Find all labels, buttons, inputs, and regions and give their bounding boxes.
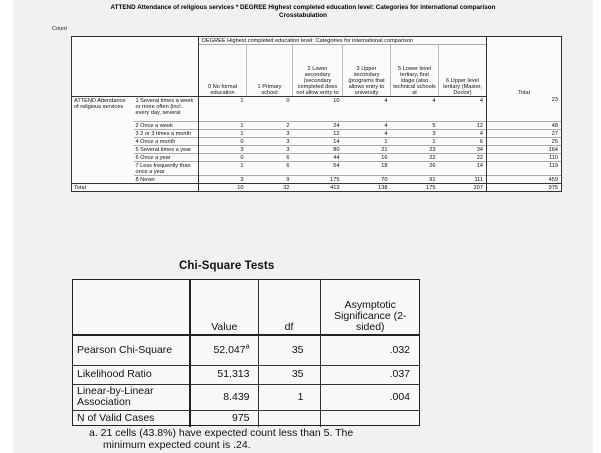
footnote-line2: minimum expected count is .24. xyxy=(103,439,251,451)
crosstab-cell: 3 xyxy=(247,146,293,154)
crosstab-cell: 25 xyxy=(487,138,562,146)
crosstab-cell: 2 xyxy=(247,122,293,130)
crosstab-cell: 164 xyxy=(487,146,562,154)
crosstab-cell: 9 xyxy=(247,176,293,184)
chi-cell-df: 35 xyxy=(258,365,320,384)
crosstab-title-line2: Crosstabulation xyxy=(279,11,327,19)
crosstab-cell: 21 xyxy=(343,146,391,154)
crosstab-cell: 1 xyxy=(391,138,439,146)
crosstab-cell: 32 xyxy=(247,184,293,192)
crosstab-row xyxy=(72,130,562,138)
chi-cell-sig: .032 xyxy=(320,335,420,365)
crosstab-cell: 4 xyxy=(479,97,483,104)
crosstab-title xyxy=(21,4,585,19)
crosstab-cell: 6 xyxy=(247,154,293,162)
chi-square-table xyxy=(72,279,420,427)
chi-cell-value: 8.439 xyxy=(190,384,258,410)
crosstab-cell: 26 xyxy=(391,162,439,176)
crosstab-total-row xyxy=(72,184,562,192)
crosstab-cell: 975 xyxy=(487,184,562,192)
chi-cell-df xyxy=(258,410,320,427)
crosstab-cell: 1 xyxy=(240,97,244,104)
chi-cell-sig xyxy=(320,410,420,427)
crosstab-row-label: 8 Never xyxy=(134,176,199,184)
crosstab-cell: 0 xyxy=(199,154,247,162)
chi-row xyxy=(72,335,420,365)
crosstab-row xyxy=(72,122,562,130)
crosstab-cell: 3 xyxy=(247,130,293,138)
crosstab-cell: 44 xyxy=(293,154,343,162)
chi-row-label: Pearson Chi-Square xyxy=(77,343,173,356)
crosstab-col-header: 1 Primary school xyxy=(247,45,293,97)
crosstab-cell: 14 xyxy=(439,162,487,176)
crosstab-cell: 16 xyxy=(343,154,391,162)
crosstab-row-label: 5 Several times a year xyxy=(134,146,199,154)
crosstab-cell: 1 xyxy=(199,162,247,176)
crosstab-row-label: 2 Once a week xyxy=(134,122,199,130)
crosstab-cell: 91 xyxy=(391,176,439,184)
crosstab-col-header: 5 Lower level tertiary, first stage (also technical schools at xyxy=(391,45,439,97)
chi-square-footnote xyxy=(89,427,419,451)
footnote-marker: a xyxy=(245,343,250,351)
crosstab-row xyxy=(72,162,562,176)
crosstab-col-header: 6 Upper level tertiary (Master, Doctor) xyxy=(439,45,487,97)
crosstab-cell: 1 xyxy=(199,130,247,138)
crosstab-cell: 18 xyxy=(343,162,391,176)
crosstab-cell: 27 xyxy=(487,130,562,138)
crosstab-row-label: 7 Less frequently than once a year xyxy=(134,162,199,176)
crosstab-total-label: Total xyxy=(72,184,199,192)
crosstab-row-label: 6 Once a year xyxy=(134,154,199,162)
crosstab-col-header: Total xyxy=(487,37,562,97)
crosstab-row-label: 4 Once a month xyxy=(134,138,199,146)
chi-cell-df: 1 xyxy=(258,384,320,410)
crosstab-count-label: Count xyxy=(52,26,67,32)
crosstab-cell: 459 xyxy=(487,176,562,184)
crosstab-cell: 3 xyxy=(199,146,247,154)
crosstab-cell: 119 xyxy=(487,162,562,176)
chi-header-df: df xyxy=(258,279,320,335)
crosstab-cell: 4 xyxy=(343,122,391,130)
chi-header-sig: Asymptotic Significance (2-sided) xyxy=(320,279,420,335)
footnote-line1: a. 21 cells (43.8%) have expected count less than 5. The xyxy=(89,427,354,439)
chi-cell-sig: .037 xyxy=(320,365,420,384)
crosstab-cell: 175 xyxy=(293,176,343,184)
crosstab-cell: 0 xyxy=(286,97,290,104)
crosstab-cell: 4 xyxy=(343,130,391,138)
chi-square-title: Chi-Square Tests xyxy=(179,260,275,272)
crosstab-cell: 1 xyxy=(343,138,391,146)
crosstab-cell: 3 xyxy=(391,130,439,138)
crosstab-cell: 23 xyxy=(487,97,562,122)
crosstab-cell: 4 xyxy=(432,97,436,104)
crosstab-col-header: 2 Lower secondary (secondary completed does not allow entry to xyxy=(293,45,343,97)
crosstab-row xyxy=(72,154,562,162)
crosstab-cell: 3 xyxy=(199,176,247,184)
crosstab-cell: 22 xyxy=(439,154,487,162)
chi-row xyxy=(72,365,420,384)
crosstab-cell: 10 xyxy=(333,97,340,104)
chi-row xyxy=(72,410,420,427)
crosstab-cell: 4 xyxy=(439,130,487,138)
crosstab-cell: 34 xyxy=(439,146,487,154)
crosstab-table xyxy=(71,36,562,192)
chi-cell-value xyxy=(190,335,258,365)
crosstab-row xyxy=(72,146,562,154)
chi-cell-value: 975 xyxy=(190,410,258,427)
chi-cell-value: 51.313 xyxy=(190,365,258,384)
crosstab-cell: 22 xyxy=(391,154,439,162)
crosstab-cell: 6 xyxy=(247,162,293,176)
output-document xyxy=(13,0,593,453)
crosstab-cell: 207 xyxy=(439,184,487,192)
crosstab-row-label: 3 2 or 3 times a month xyxy=(134,130,199,138)
crosstab-cell: 0 xyxy=(199,138,247,146)
crosstab-col-header: 3 Upper secondary (programs that allows entry to university xyxy=(343,45,391,97)
chi-row-label: N of Valid Cases xyxy=(77,412,155,425)
crosstab-cell: 10 xyxy=(199,184,247,192)
crosstab-cell: 4 xyxy=(384,97,388,104)
crosstab-cell: 48 xyxy=(487,122,562,130)
crosstab-cell: 3 xyxy=(247,138,293,146)
chi-header-value: Value xyxy=(190,279,258,335)
crosstab-cell: 413 xyxy=(293,184,343,192)
crosstab-cell: 12 xyxy=(439,122,487,130)
crosstab-cell: 111 xyxy=(439,176,487,184)
crosstab-cell: 6 xyxy=(439,138,487,146)
chi-value-number: 52.047 xyxy=(213,343,246,356)
crosstab-row xyxy=(72,97,562,122)
crosstab-cell: 175 xyxy=(391,184,439,192)
crosstab-cell: 80 xyxy=(293,146,343,154)
crosstab-cell: 138 xyxy=(343,184,391,192)
crosstab-cell: 54 xyxy=(293,162,343,176)
crosstab-cell: 24 xyxy=(293,122,343,130)
crosstab-cell: 23 xyxy=(391,146,439,154)
chi-row-label: Likelihood Ratio xyxy=(77,368,152,380)
chi-row xyxy=(72,384,420,410)
crosstab-cell: 14 xyxy=(293,138,343,146)
crosstab-col-header: 0 No formal education xyxy=(199,45,247,97)
crosstab-cell: 12 xyxy=(293,130,343,138)
chi-cell-sig: .004 xyxy=(320,384,420,410)
crosstab-cell: 70 xyxy=(343,176,391,184)
crosstab-cell: 5 xyxy=(391,122,439,130)
crosstab-row-label: 1 Several times a week or more often (incl. every day, several xyxy=(134,97,199,122)
crosstab-row xyxy=(72,138,562,146)
crosstab-row-var-label: ATTEND Attendance of religious services xyxy=(72,97,134,184)
crosstab-col-group-header: DEGREE Highest completed education level: Categories for international comparison xyxy=(199,37,487,45)
crosstab-row xyxy=(72,176,562,184)
chi-cell-df: 35 xyxy=(258,335,320,365)
crosstab-title-line1: ATTEND Attendance of religious services * DEGREE Highest completed education level: Categories for international comparison xyxy=(110,4,496,11)
crosstab-cell: 1 xyxy=(199,122,247,130)
chi-row-label: Linear-by-Linear Association xyxy=(77,385,154,408)
crosstab-cell: 110 xyxy=(487,154,562,162)
